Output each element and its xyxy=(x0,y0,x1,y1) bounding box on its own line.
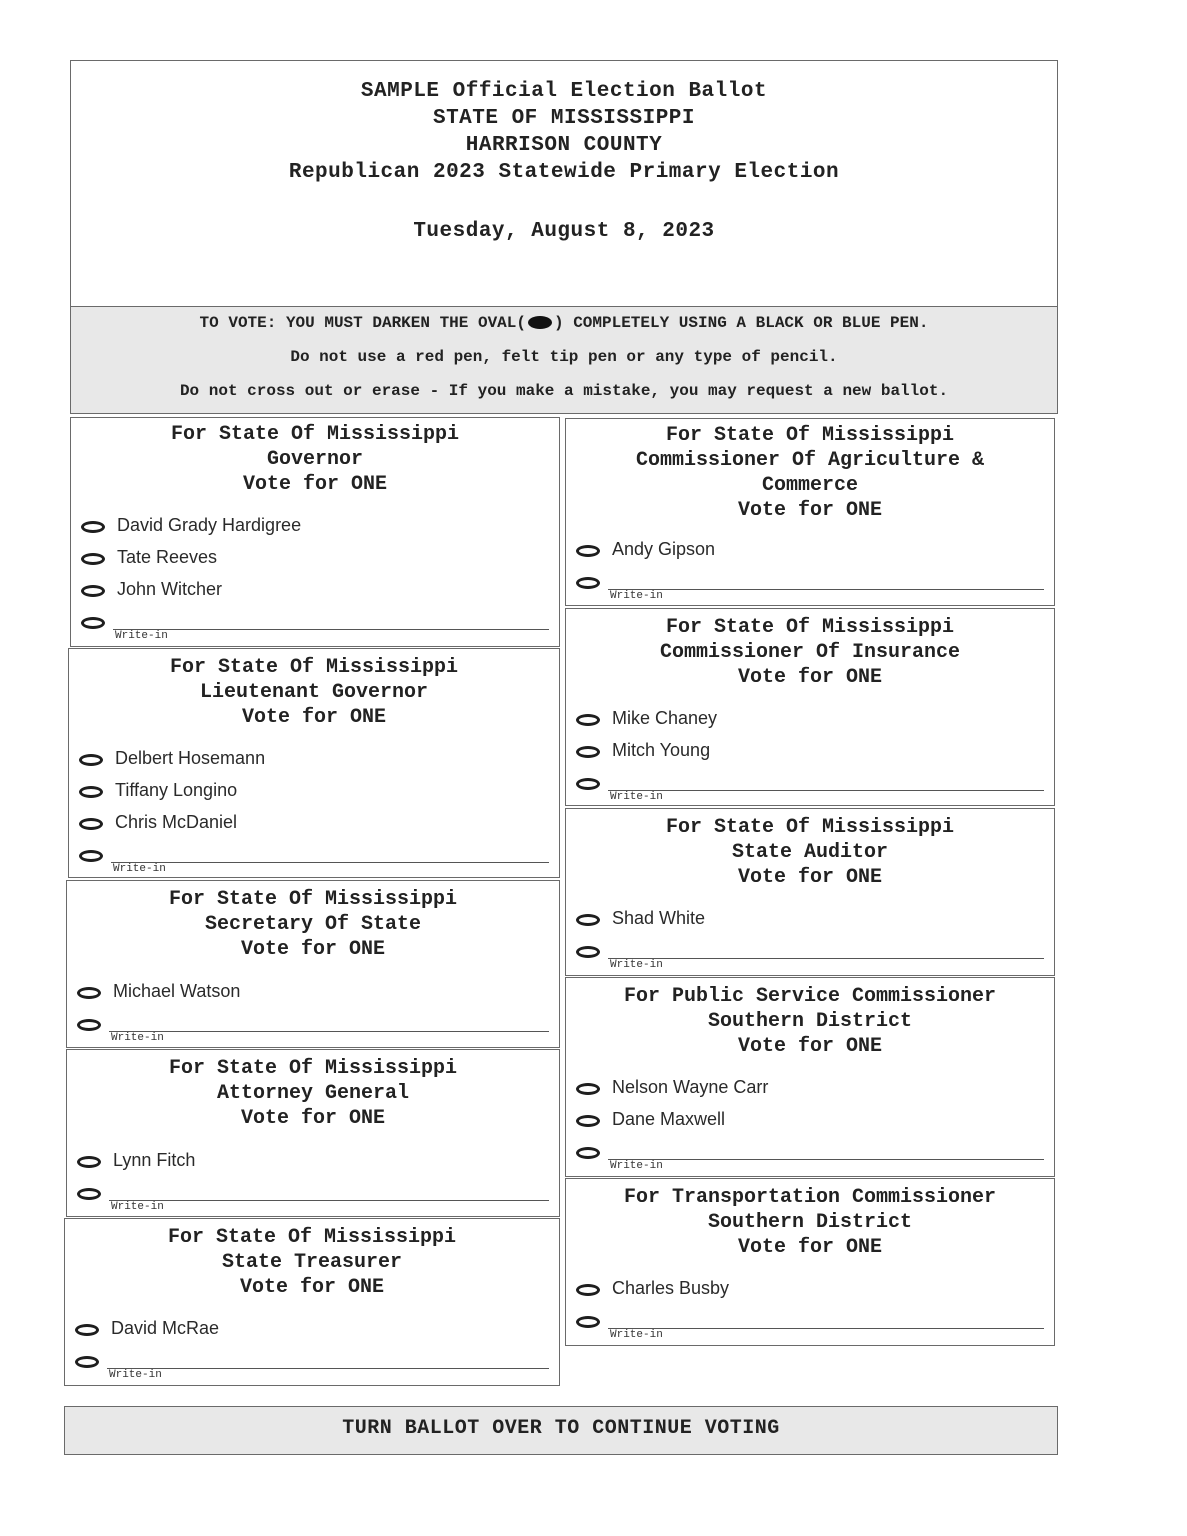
race-box xyxy=(66,1049,560,1217)
candidate-name: David McRae xyxy=(111,1318,220,1338)
candidate-oval[interactable] xyxy=(576,714,600,726)
write-in-oval[interactable] xyxy=(576,577,600,589)
race-title-line: Southern District xyxy=(707,1010,913,1033)
candidate-name: Andy Gipson xyxy=(612,539,716,559)
candidate-name: Tiffany Longino xyxy=(115,780,238,800)
race-box xyxy=(66,880,560,1048)
race-title xyxy=(566,423,1054,523)
race-title-line: Governor xyxy=(266,448,363,471)
write-in-oval[interactable] xyxy=(576,778,600,790)
race-title-line: Commissioner Of Agriculture & xyxy=(635,449,985,472)
write-in-label: Write-in xyxy=(610,1329,663,1341)
race-title xyxy=(67,1056,559,1131)
state-name: STATE OF MISSISSIPPI xyxy=(432,107,696,130)
candidate-name: Shad White xyxy=(612,908,706,928)
write-in-oval[interactable] xyxy=(77,1188,101,1200)
race-title xyxy=(566,615,1054,690)
ballot-title: SAMPLE Official Election Ballot xyxy=(360,80,768,103)
write-in-label: Write-in xyxy=(115,630,168,642)
write-in-oval[interactable] xyxy=(576,946,600,958)
race-title-line: Vote for ONE xyxy=(737,866,883,889)
candidate-name: Delbert Hosemann xyxy=(115,748,266,768)
candidate-oval[interactable] xyxy=(81,521,105,533)
write-in-line[interactable] xyxy=(608,1328,1044,1329)
candidate-oval[interactable] xyxy=(77,1156,101,1168)
write-in-label: Write-in xyxy=(111,1201,164,1213)
write-in-oval[interactable] xyxy=(79,850,103,862)
candidate-oval[interactable] xyxy=(75,1324,99,1336)
race-box xyxy=(68,648,560,878)
race-title-line: For Transportation Commissioner xyxy=(623,1186,997,1209)
race-box xyxy=(565,808,1055,976)
race-title-line: Vote for ONE xyxy=(737,499,883,522)
race-title-line: Commerce xyxy=(761,474,858,497)
race-title xyxy=(566,984,1054,1059)
race-title-line: Lieutenant Governor xyxy=(199,681,429,704)
candidate-oval[interactable] xyxy=(576,1083,600,1095)
race-title-line: Vote for ONE xyxy=(242,473,388,496)
write-in-label: Write-in xyxy=(111,1032,164,1044)
candidate-name: Michael Watson xyxy=(113,981,241,1001)
race-title-line: For State Of Mississippi xyxy=(665,816,955,839)
race-title-line: Vote for ONE xyxy=(240,938,386,961)
write-in-line[interactable] xyxy=(109,1031,549,1032)
candidate-oval[interactable] xyxy=(576,545,600,557)
write-in-line[interactable] xyxy=(608,790,1044,791)
race-box xyxy=(64,1218,560,1386)
county-name: HARRISON COUNTY xyxy=(465,134,663,157)
race-title-line: Attorney General xyxy=(216,1082,410,1105)
race-title-line: For State Of Mississippi xyxy=(665,424,955,447)
candidate-oval[interactable] xyxy=(576,1284,600,1296)
candidate-oval[interactable] xyxy=(77,987,101,999)
candidate-oval[interactable] xyxy=(576,746,600,758)
write-in-line[interactable] xyxy=(608,1159,1044,1160)
write-in-line[interactable] xyxy=(608,589,1044,590)
race-title-line: For State Of Mississippi xyxy=(170,423,460,446)
race-box xyxy=(565,608,1055,806)
candidate-oval[interactable] xyxy=(79,786,103,798)
race-title xyxy=(65,1225,559,1300)
race-title-line: For State Of Mississippi xyxy=(168,888,458,911)
write-in-oval[interactable] xyxy=(77,1019,101,1031)
write-in-oval[interactable] xyxy=(75,1356,99,1368)
instruction-line-3: Do not cross out or erase - If you make a mistake, you may request a new ballot. xyxy=(179,382,949,400)
race-title xyxy=(69,655,559,730)
race-title-line: Vote for ONE xyxy=(737,666,883,689)
turn-over-banner xyxy=(64,1406,1058,1455)
candidate-name: Mike Chaney xyxy=(612,708,718,728)
election-name: Republican 2023 Statewide Primary Election xyxy=(288,161,840,184)
candidate-name: Nelson Wayne Carr xyxy=(612,1077,769,1097)
write-in-oval[interactable] xyxy=(576,1147,600,1159)
race-title-line: Commissioner Of Insurance xyxy=(659,641,961,664)
candidate-name: Mitch Young xyxy=(612,740,711,760)
write-in-line[interactable] xyxy=(608,958,1044,959)
voting-instructions xyxy=(70,306,1058,414)
race-title-line: For State Of Mississippi xyxy=(665,616,955,639)
race-box xyxy=(565,418,1055,606)
instruction-line-1 xyxy=(71,314,1057,332)
candidate-name: Tate Reeves xyxy=(117,547,218,567)
race-box xyxy=(565,1178,1055,1346)
race-title-line: Vote for ONE xyxy=(737,1236,883,1259)
race-title-line: Vote for ONE xyxy=(737,1035,883,1058)
write-in-label: Write-in xyxy=(113,863,166,875)
candidate-oval[interactable] xyxy=(576,1115,600,1127)
race-title-line: For State Of Mississippi xyxy=(167,1226,457,1249)
write-in-line[interactable] xyxy=(113,629,549,630)
candidate-name: John Witcher xyxy=(117,579,223,599)
candidate-oval[interactable] xyxy=(81,585,105,597)
candidate-name: David Grady Hardigree xyxy=(117,515,302,535)
race-title-line: Vote for ONE xyxy=(239,1276,385,1299)
candidate-oval[interactable] xyxy=(81,553,105,565)
instruction-text-a: TO VOTE: YOU MUST DARKEN THE OVAL( xyxy=(199,314,526,332)
race-title-line: Secretary Of State xyxy=(204,913,422,936)
candidate-name: Charles Busby xyxy=(612,1278,730,1298)
write-in-line[interactable] xyxy=(109,1200,549,1201)
write-in-oval[interactable] xyxy=(576,1316,600,1328)
race-title xyxy=(566,1185,1054,1260)
race-title-line: Southern District xyxy=(707,1211,913,1234)
race-title-line: For State Of Mississippi xyxy=(169,656,459,679)
race-box xyxy=(565,977,1055,1177)
candidate-oval[interactable] xyxy=(79,754,103,766)
candidate-name: Lynn Fitch xyxy=(113,1150,196,1170)
instruction-line-2: Do not use a red pen, felt tip pen or any type of pencil. xyxy=(290,348,838,366)
filled-oval-icon xyxy=(528,316,552,329)
candidate-oval[interactable] xyxy=(576,914,600,926)
race-title-line: For Public Service Commissioner xyxy=(623,985,997,1008)
race-title xyxy=(67,887,559,962)
write-in-label: Write-in xyxy=(610,791,663,803)
race-title-line: State Treasurer xyxy=(221,1251,403,1274)
turn-over-text: TURN BALLOT OVER TO CONTINUE VOTING xyxy=(342,1417,780,1440)
race-title-line: For State Of Mississippi xyxy=(168,1057,458,1080)
write-in-oval[interactable] xyxy=(81,617,105,629)
race-title xyxy=(71,422,559,497)
write-in-label: Write-in xyxy=(610,1160,663,1172)
candidate-name: Chris McDaniel xyxy=(115,812,238,832)
write-in-line[interactable] xyxy=(111,862,549,863)
write-in-label: Write-in xyxy=(610,590,663,602)
race-box xyxy=(70,417,560,647)
instruction-text-b: ) COMPLETELY USING A BLACK OR BLUE PEN. xyxy=(553,314,929,332)
ballot-header xyxy=(70,60,1058,310)
race-title-line: Vote for ONE xyxy=(240,1107,386,1130)
write-in-label: Write-in xyxy=(109,1369,162,1381)
candidate-name: Dane Maxwell xyxy=(612,1109,726,1129)
election-date: Tuesday, August 8, 2023 xyxy=(413,220,715,243)
candidate-oval[interactable] xyxy=(79,818,103,830)
race-title-line: Vote for ONE xyxy=(241,706,387,729)
write-in-label: Write-in xyxy=(610,959,663,971)
write-in-line[interactable] xyxy=(107,1368,549,1369)
race-title-line: State Auditor xyxy=(731,841,889,864)
race-title xyxy=(566,815,1054,890)
